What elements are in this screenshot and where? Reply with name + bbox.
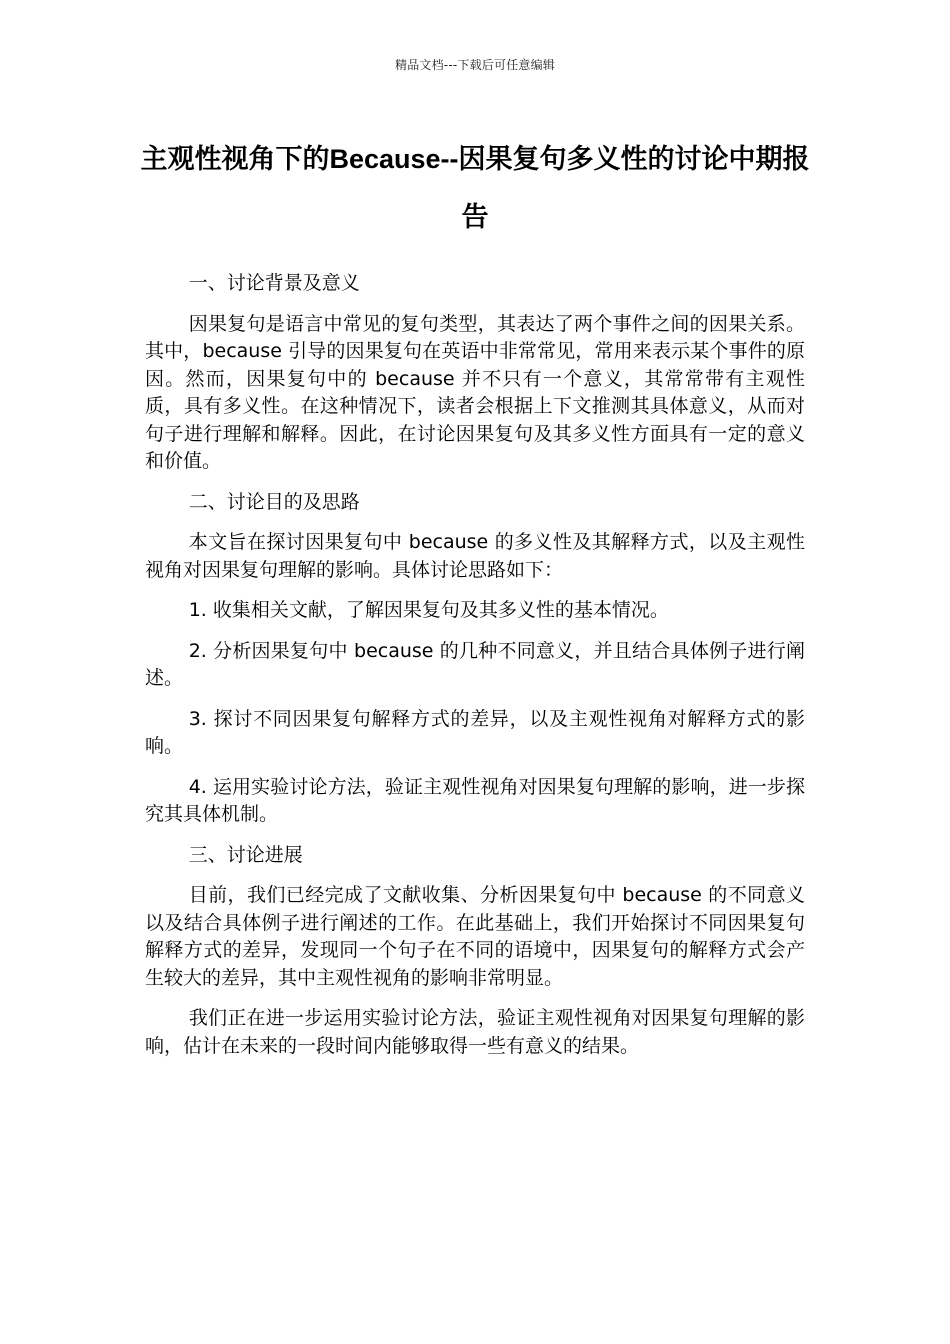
page-header: 精品文档---下载后可任意编辑 [395,58,555,72]
paragraph-background: 因果复句是语言中常见的复句类型，其表达了两个事件之间的因果关系。其中，because 引导的因果复句在英语中非常常见，常用来表示某个事件的原因。然而，因果复句中的 because 并不只有一个意义，其常常带有主观性质，具有多义性。在这种情况下，读者会根据上下文推测其具体意义，从而对句子进行理解和解释。因此，在讨论因果复句及其多义性方面具有一定的意义和价值。 [145,312,805,472]
section-heading-background: 一、讨论背景及意义 [188,272,360,294]
paragraph-progress: 目前，我们已经完成了文献收集、分析因果复句中 because 的不同意义以及结合具体例子进行阐述的工作。在此基础上，我们开始探讨不同因果复句解释方式的差异，发现同一个句子在不同的语境中，因果复句的解释方式会产生较大的差异，其中主观性视角的影响非常明显。 [145,884,805,989]
section-heading-purpose: 二、讨论目的及思路 [188,490,360,513]
document-title: 主观性视角下的Because--因果复句多义性的讨论中期报告 [140,144,810,232]
list-item-step-1: 1. 收集相关文献，了解因果复句及其多义性的基本情况。 [188,599,669,621]
section-heading-progress: 三、讨论进展 [188,843,303,866]
list-item-step-2: 2. 分析因果复句中 because 的几种不同意义，并且结合具体例子进行阐述。 [145,639,805,689]
paragraph-next-steps: 我们正在进一步运用实验讨论方法，验证主观性视角对因果复句理解的影响，估计在未来的一段时间内能够取得一些有意义的结果。 [145,1007,805,1057]
list-item-step-4: 4. 运用实验讨论方法，验证主观性视角对因果复句理解的影响，进一步探究其具体机制。 [145,775,805,825]
document-body [145,270,805,1073]
list-item-step-3: 3. 探讨不同因果复句解释方式的差异，以及主观性视角对解释方式的影响。 [145,707,805,757]
paragraph-purpose: 本文旨在探讨因果复句中 because 的多义性及其解释方式，以及主观性视角对因果复句理解的影响。具体讨论思路如下： [145,531,805,581]
